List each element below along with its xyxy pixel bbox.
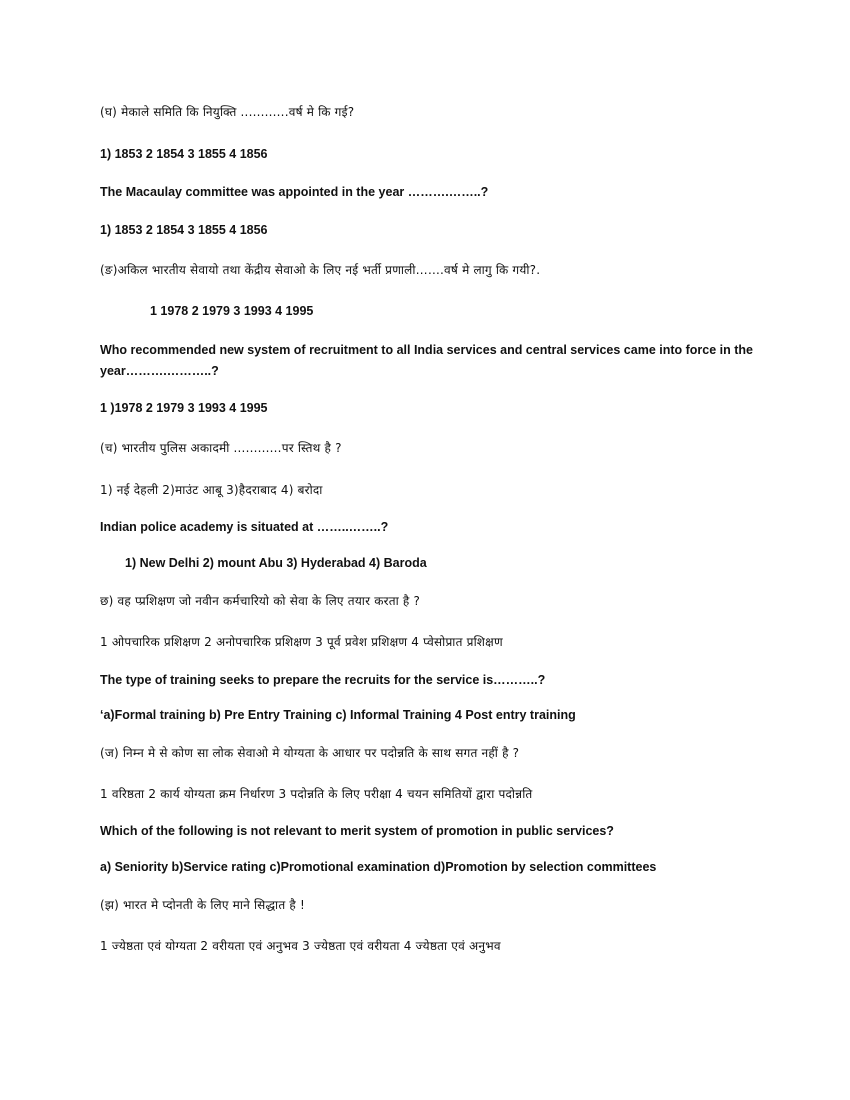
question-nga-english: Who recommended new system of recruitment to all India services and central services came into force in the year……….………..? xyxy=(100,343,753,378)
question-ja-hindi: (ज) निम्न मे से कोण सा लोक सेवाओ मे योग्यता के आधार पर पदोन्नति के साथ सगत नहीं है ? xyxy=(100,746,520,760)
question-gha-english: The Macaulay committee was appointed in the year ……….……..? xyxy=(100,185,489,199)
question-cha-english: Indian police academy is situated at ……..……..? xyxy=(100,520,389,534)
question-jha-hindi: (झ) भारत मे प्दोनती के लिए माने सिद्धात है ! xyxy=(100,898,305,912)
question-nga-options-1: 1 1978 2 1979 3 1993 4 1995 xyxy=(150,304,314,318)
question-ja-options-english: a) Seniority b)Service rating c)Promotional examination d)Promotion by selection committees xyxy=(100,860,657,874)
question-nga-options-2: 1 )1978 2 1979 3 1993 4 1995 xyxy=(100,401,268,415)
question-cha-hindi: (च) भारतीय पुलिस अकादमी ............पर स्तिथ है ? xyxy=(100,441,342,455)
question-chha-english: The type of training seeks to prepare the recruits for the service is………..? xyxy=(100,673,546,687)
question-jha-options-hindi: 1 ज्येष्ठता एवं योग्यता 2 वरीयता एवं अनुभव 3 ज्येष्ठता एवं वरीयता 4 ज्येष्ठता एवं अनुभव xyxy=(100,939,501,953)
question-nga-hindi: (ङ)अकिल भारतीय सेवायो तथा केंद्रीय सेवाओ के लिए नई भर्ती प्रणाली…….वर्ष मे लागु कि गयी?. xyxy=(100,263,541,277)
question-ja-options-hindi: 1 वरिष्ठता 2 कार्य योग्यता क्रम निर्धारण 3 पदोन्नति के लिए परीक्षा 4 चयन समितियों द्वारा पदोन्नति xyxy=(100,787,533,801)
question-gha-hindi: (घ) मेकाले समिति कि नियुक्ति ............वर्ष मे कि गई? xyxy=(100,105,355,119)
question-gha-options-1: 1) 1853 2 1854 3 1855 4 1856 xyxy=(100,147,268,161)
question-cha-options-hindi: 1) नई देहली 2)माउंट आबू 3)हैदराबाद 4) बरोदा xyxy=(100,483,323,497)
question-chha-options-english: ‘a)Formal training b) Pre Entry Training c) Informal Training 4 Post entry training xyxy=(100,708,576,722)
question-ja-english: Which of the following is not relevant to merit system of promotion in public services? xyxy=(100,824,614,838)
question-cha-options-english: 1) New Delhi 2) mount Abu 3) Hyderabad 4) Baroda xyxy=(125,556,427,570)
question-chha-hindi: छ) वह प्प्रशिक्षण जो नवीन कर्मचारियो को सेवा के लिए तयार करता है ? xyxy=(100,594,421,608)
question-gha-options-2: 1) 1853 2 1854 3 1855 4 1856 xyxy=(100,223,268,237)
question-chha-options-hindi: 1 ओपचारिक प्रशिक्षण 2 अनोपचारिक प्रशिक्षण 3 पूर्व प्रवेश प्रशिक्षण 4 प्वेसोप्रात प्रशिक्षण xyxy=(100,635,503,649)
